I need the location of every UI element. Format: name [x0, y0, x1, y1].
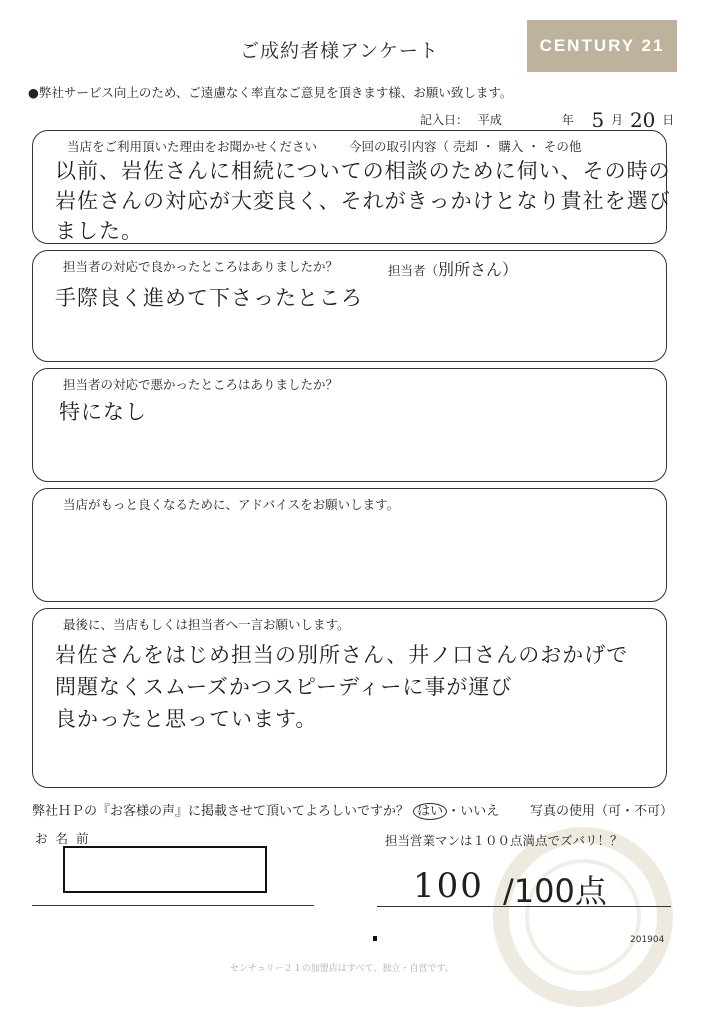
question-box-reason: [32, 130, 671, 244]
question-box-message: [32, 608, 667, 788]
staff-label: [388, 257, 518, 280]
answer-line: 岩佐さんをはじめ担当の別所さん、井ノ口さんのおかげで: [55, 643, 629, 667]
consent-yes-option[interactable]: はい: [413, 803, 447, 820]
score-underline: [377, 906, 671, 907]
score-label: 担当営業マンは１００点満点でズバリ！？: [385, 833, 623, 848]
month-value: 5: [591, 108, 605, 132]
staff-name: 別所さん）: [438, 260, 519, 279]
day-value: 20: [629, 108, 656, 132]
form-title: ご成約者様アンケート: [240, 40, 439, 62]
day-unit: 日: [662, 113, 675, 127]
form-code: 201904: [630, 935, 665, 945]
question-reason: 当店をご利用頂いた理由をお聞かせください: [67, 139, 318, 154]
answer-bad-points: [59, 397, 147, 427]
score-handwritten: 100: [413, 866, 484, 906]
question-box-good-points: [32, 250, 667, 362]
date-label: 記入日：: [420, 113, 469, 127]
consent-separator: ・: [447, 804, 461, 819]
answer-line: 岩佐さんの対応が大変良く、それがきっかけとなり貴社を選び: [55, 189, 671, 213]
question-box-bad-points: [32, 368, 667, 482]
staff-label-text: 担当者（: [388, 263, 439, 278]
question-bad-points: 担当者の対応で悪かったところはありましたか？: [63, 377, 339, 392]
answer-line: 良かったと思っています。: [55, 707, 318, 731]
answer-line: 以前、岩佐さんに相続についての相談のために伺い、その時の: [55, 159, 671, 183]
question-advice: 当店がもっと良くなるために、アドバイスをお願いします。: [63, 497, 400, 512]
question-message: 最後に、当店もしくは担当者へ一言お願いします。: [63, 617, 350, 632]
answer-line: 手際良く進めて下さったところ: [55, 286, 363, 310]
scan-dot: [373, 936, 377, 941]
photo-usage-label: 写真の使用（可・不可）: [530, 804, 674, 819]
consent-no-option[interactable]: いいえ: [460, 804, 500, 819]
footer-note: センチュリー２１の加盟店はすべて、独立・自営です。: [230, 964, 454, 974]
answer-good-points: [55, 283, 363, 313]
answer-line: 特になし: [59, 400, 147, 424]
score-printed: /100点: [503, 872, 607, 910]
year-unit: 年: [561, 113, 574, 127]
era-label: 平成: [477, 113, 502, 127]
name-redaction-box: [63, 846, 267, 893]
consent-question: 弊社ＨＰの『お客様の声』に掲載させて頂いてよろしいですか？: [32, 804, 410, 819]
intro-text: ●弊社サービス向上のため、ご遠慮なく率直なご意見を頂きます様、お願い致します。: [28, 85, 513, 100]
answer-message: [55, 639, 628, 735]
name-label: お 名 前: [35, 831, 91, 846]
answer-line: 問題なくスムーズかつスピーディーに事が運び: [55, 675, 513, 699]
question-good-points: 担当者の対応で良かったところはありましたか？: [63, 259, 339, 274]
name-underline: [32, 905, 314, 906]
answer-reason: [55, 156, 671, 246]
question-box-advice: [32, 488, 667, 602]
answer-line: ました。: [55, 219, 143, 243]
month-unit: 月: [611, 113, 624, 127]
deal-type-label: 今回の取引内容（ 売却 ・ 購入 ・ その他: [349, 139, 582, 154]
century21-logo: CENTURY 21: [527, 20, 677, 72]
date-line: [420, 108, 674, 132]
publish-consent: [32, 800, 499, 819]
